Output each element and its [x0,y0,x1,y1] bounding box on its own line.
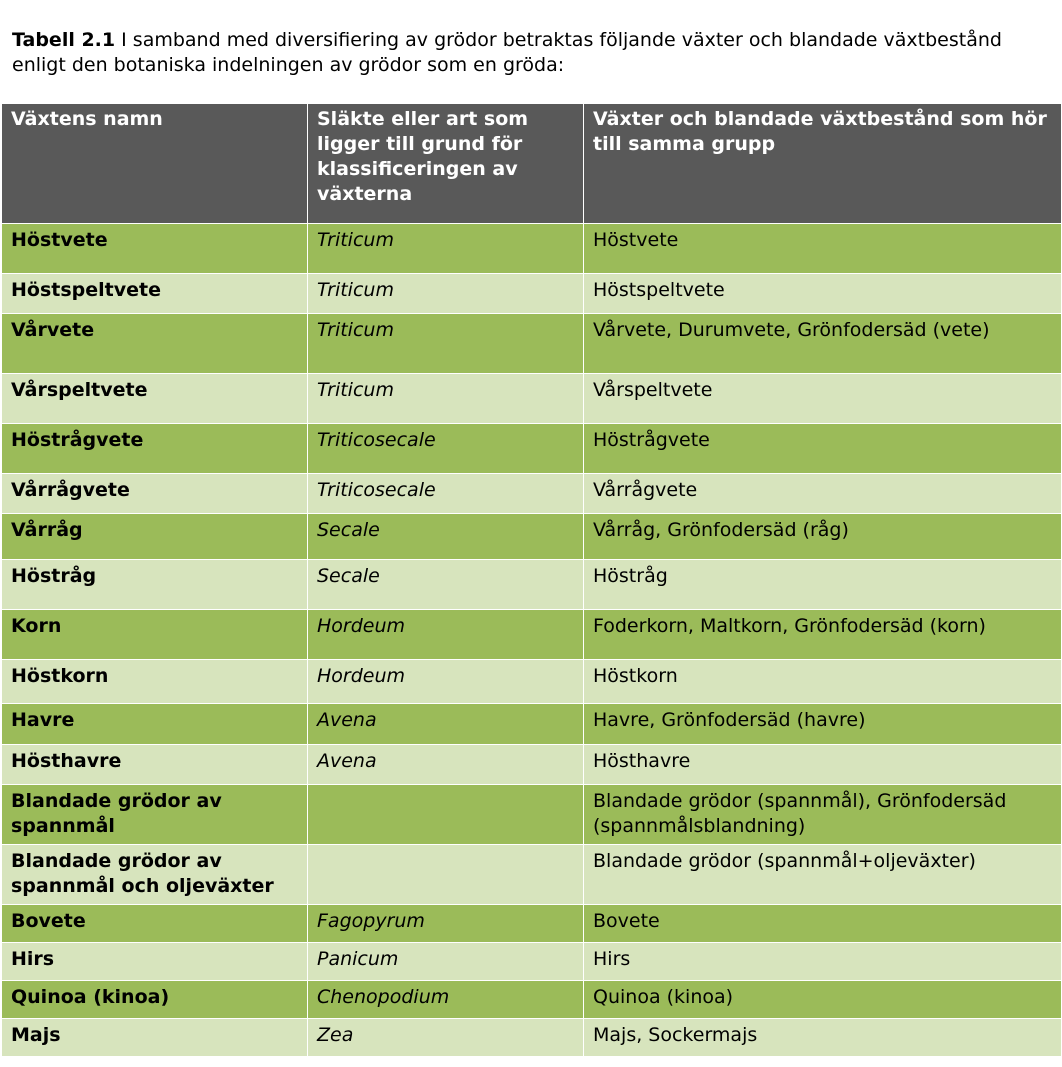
cell-genus [308,845,584,905]
cell-genus: Triticum [308,274,584,314]
caption-label: Tabell 2.1 [12,29,116,51]
cell-genus: Secale [308,560,584,610]
table-row [2,560,1062,610]
table-row [2,424,1062,474]
table-row [2,943,1062,981]
cell-genus: Hordeum [308,660,584,704]
cell-group: Blandade grödor (spannmål), Grönfodersäd (spannmålsblandning) [584,785,1062,845]
cell-group: Vårvete, Durumvete, Grönfodersäd (vete) [584,314,1062,374]
cell-genus: Panicum [308,943,584,981]
cell-genus: Triticum [308,314,584,374]
cell-genus: Triticosecale [308,474,584,514]
table-row [2,905,1062,943]
table-row [2,981,1062,1019]
cell-genus: Triticosecale [308,424,584,474]
cell-group: Vårspeltvete [584,374,1062,424]
table-row [2,704,1062,745]
cell-group: Majs, Sockermajs [584,1019,1062,1057]
cell-group: Foderkorn, Maltkorn, Grönfodersäd (korn) [584,610,1062,660]
table-row [2,314,1062,374]
cell-group: Höstrågvete [584,424,1062,474]
cell-group: Höstråg [584,560,1062,610]
cell-plant-name: Blandade grödor av spannmål och oljeväxter [2,845,308,905]
table-row [2,785,1062,845]
cell-plant-name: Hösthavre [2,745,308,785]
table-row [2,660,1062,704]
cell-plant-name: Havre [2,704,308,745]
cell-plant-name: Höstråg [2,560,308,610]
cell-plant-name: Bovete [2,905,308,943]
header-genus: Släkte eller art som ligger till grund för klassificeringen av växterna [308,104,584,224]
cell-plant-name: Höstvete [2,224,308,274]
cell-plant-name: Korn [2,610,308,660]
table-body [2,224,1062,1057]
crop-table [1,103,1062,1057]
cell-plant-name: Vårrågvete [2,474,308,514]
cell-group: Bovete [584,905,1062,943]
cell-genus [308,785,584,845]
caption-text: I samband med diversifiering av grödor betraktas följande växter och blandade växtbestånd enligt den botaniska indelningen av grödor som en gröda: [12,29,1002,76]
cell-group: Höstspeltvete [584,274,1062,314]
cell-group: Blandade grödor (spannmål+oljeväxter) [584,845,1062,905]
cell-genus: Avena [308,704,584,745]
cell-plant-name: Vårspeltvete [2,374,308,424]
cell-group: Hösthavre [584,745,1062,785]
cell-group: Havre, Grönfodersäd (havre) [584,704,1062,745]
cell-plant-name: Vårvete [2,314,308,374]
cell-genus: Chenopodium [308,981,584,1019]
cell-genus: Zea [308,1019,584,1057]
table-row [2,1019,1062,1057]
cell-genus: Fagopyrum [308,905,584,943]
cell-group: Höstkorn [584,660,1062,704]
table-row [2,224,1062,274]
table-row [2,514,1062,560]
table-caption [12,28,1052,78]
header-plant-name: Växtens namn [2,104,308,224]
table-row [2,745,1062,785]
cell-group: Höstvete [584,224,1062,274]
cell-group: Vårråg, Grönfodersäd (råg) [584,514,1062,560]
cell-genus: Triticum [308,374,584,424]
table-row [2,845,1062,905]
cell-plant-name: Höstrågvete [2,424,308,474]
cell-plant-name: Hirs [2,943,308,981]
cell-genus: Hordeum [308,610,584,660]
table-row [2,274,1062,314]
table-row [2,374,1062,424]
cell-group: Quinoa (kinoa) [584,981,1062,1019]
cell-plant-name: Quinoa (kinoa) [2,981,308,1019]
cell-plant-name: Höstkorn [2,660,308,704]
header-row [2,104,1062,224]
cell-plant-name: Majs [2,1019,308,1057]
cell-group: Hirs [584,943,1062,981]
cell-plant-name: Blandade grödor av spannmål [2,785,308,845]
cell-genus: Secale [308,514,584,560]
cell-genus: Avena [308,745,584,785]
table-row [2,610,1062,660]
header-group: Växter och blandade växtbestånd som hör till samma grupp [584,104,1062,224]
table-row [2,474,1062,514]
cell-genus: Triticum [308,224,584,274]
cell-plant-name: Vårråg [2,514,308,560]
cell-plant-name: Höstspeltvete [2,274,308,314]
cell-group: Vårrågvete [584,474,1062,514]
